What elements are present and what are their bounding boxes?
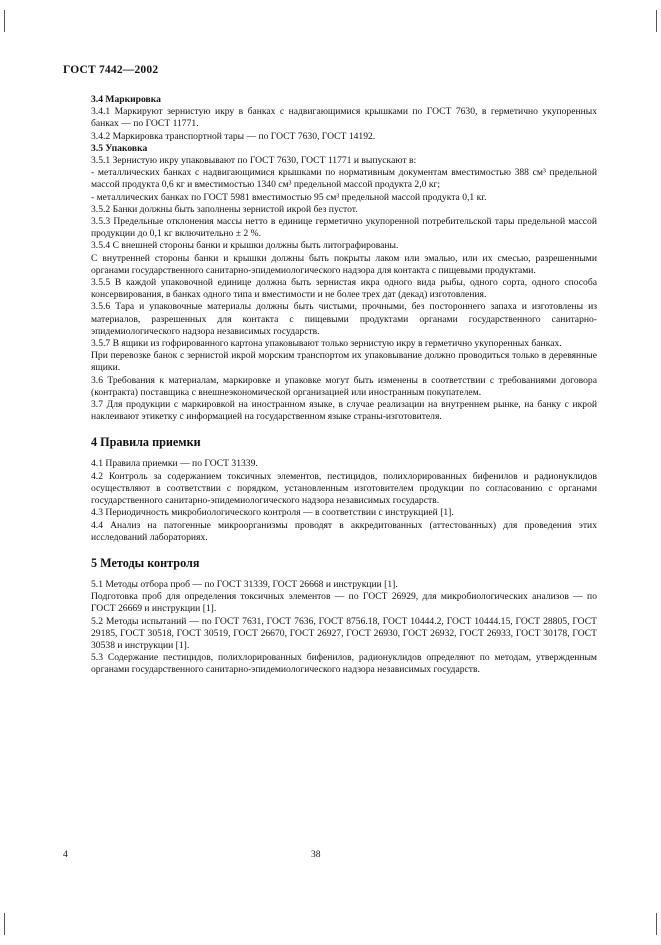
section-5-title: 5 Методы контроля: [91, 555, 200, 570]
paragraph: 3.5.2 Банки должны быть заполнены зернистой икрой без пустот.: [91, 203, 358, 215]
paragraph: 3.4.2 Маркировка транспортной тары — по ГОСТ 7630, ГОСТ 14192.: [91, 130, 376, 142]
subsection-heading: 3.4 Маркировка: [91, 94, 161, 105]
paragraph: 5.1 Методы отбора проб — по ГОСТ 31339, ГОСТ 26668 и инструкции [1].: [91, 578, 398, 590]
paragraph: 4.4 Анализ на патогенные микроорганизмы проводят в аккредитованных (аттестованных) для проведения этих исследований лабораториях.: [91, 519, 597, 543]
paragraph: 3.5.4 С внешней стороны банки и крышки должны быть литографированы.: [91, 240, 399, 252]
paragraph: 4.1 Правила приемки — по ГОСТ 31339.: [91, 458, 258, 470]
paragraph: - металлических банках по ГОСТ 5981 вместимостью 95 см³ предельной массой продукта 0,1 кг.: [91, 191, 487, 203]
paragraph: 3.5.6 Тара и упаковочные материалы должны быть чистыми, прочными, без постороннего запаха и изготовлены из материалов, разрешенных для контакта с пищевыми продуктами органами государственного санитарно-эпидемиологического надзора независимых государств.: [91, 301, 597, 337]
crop-mark: [656, 913, 657, 935]
page-number-center: 38: [311, 850, 321, 860]
paragraph: 3.4.1 Маркируют зернистую икру в банках с надвигающимися крышками по ГОСТ 7630, в герметично укупоренных банках — по ГОСТ 11771.: [91, 106, 597, 130]
paragraph: 4.3 Периодичность микробиологического контроля — в соответствии с инструкцией [1].: [91, 507, 454, 519]
paragraph: 3.5.7 В ящики из гофрированного картона упаковывают только зернистую икру в герметично укупоренных банках.: [91, 338, 562, 350]
paragraph: - металлических банках с надвигающимися крышками по нормативным документам вместимостью 388 см³ предельной массой продукта 0,6 кг и вместимостью 1340 см³ предельной массой продукта 2,0 кг;: [91, 167, 597, 191]
paragraph: 3.6 Требования к материалам, маркировке и упаковке могут быть изменены в соответствии с требованиями договора (контракта) поставщика с внешнеэкономической организацией или иностранным покупателем.: [91, 374, 597, 398]
document-header: ГОСТ 7442—2002: [63, 64, 159, 76]
page-number-left: 4: [63, 850, 68, 860]
subsection-heading: 3.5 Упаковка: [91, 142, 148, 154]
paragraph: 3.5.1 Зернистую икру упаковывают по ГОСТ 7630, ГОСТ 11771 и выпускают в:: [91, 155, 417, 167]
paragraph: При перевозке банок с зернистой икрой морским транспортом их упаковывание должно проводиться только в деревянные ящики.: [91, 350, 597, 374]
crop-mark: [4, 10, 5, 32]
crop-mark: [4, 913, 5, 935]
paragraph: Подготовка проб для определения токсичных элементов — по ГОСТ 26929, для микробиологических анализов — по ГОСТ 26669 и инструкции [1].: [91, 591, 597, 615]
paragraph: С внутренней стороны банки и крышки должны быть покрыты лаком или эмалью, или их смесью, разрешенными органами государственного санитарно-эпидемиологического надзора для контакта с пищевыми продуктами.: [91, 252, 597, 276]
paragraph: 5.2 Методы испытаний — по ГОСТ 7631, ГОСТ 7636, ГОСТ 8756.18, ГОСТ 10444.2, ГОСТ 10444.15, ГОСТ 28805, ГОСТ 29185, ГОСТ 30518, ГОСТ 30519, ГОСТ 26670, ГОСТ 26927, ГОСТ 26930, ГОСТ 26932, ГОСТ 26933, ГОСТ 30178, ГОСТ 30538 и инструкции [1].: [91, 615, 597, 651]
paragraph: 3.7 Для продукции с маркировкой на иностранном языке, в случае реализации на внутреннем рынке, на банку с икрой наклеивают этикетку с информацией на государственном языке страны-изготовителя.: [91, 399, 597, 423]
paragraph: 3.5.5 В каждой упаковочной единице должна быть зернистая икра одного вида рыбы, одного сорта, одного способа консервирования, в банках одного типа и вместимости и не более трех дат (декад) изготовления.: [91, 277, 597, 301]
page-body: [91, 94, 597, 677]
paragraph: 5.3 Содержание пестицидов, полихлорированных бифенилов, радионуклидов определяют по методам, утвержденным органами государственного санитарно-эпидемиологического надзора независимых государств.: [91, 652, 597, 676]
section-4-title: 4 Правила приемки: [91, 435, 201, 450]
paragraph: 4.2 Контроль за содержанием токсичных элементов, пестицидов, полихлорированных бифенилов и радионуклидов осуществляют в соответствии с порядком, установленным изготовителем продукции по согласованию с органами государственного санитарно-эпидемиологического надзора независимых государств.: [91, 470, 597, 507]
paragraph: 3.5.3 Предельные отклонения массы нетто в единице герметично укупоренной потребительской тары предельной массой продукции до 0,1 кг включительно ± 2 %.: [91, 216, 597, 240]
crop-mark: [656, 10, 657, 32]
